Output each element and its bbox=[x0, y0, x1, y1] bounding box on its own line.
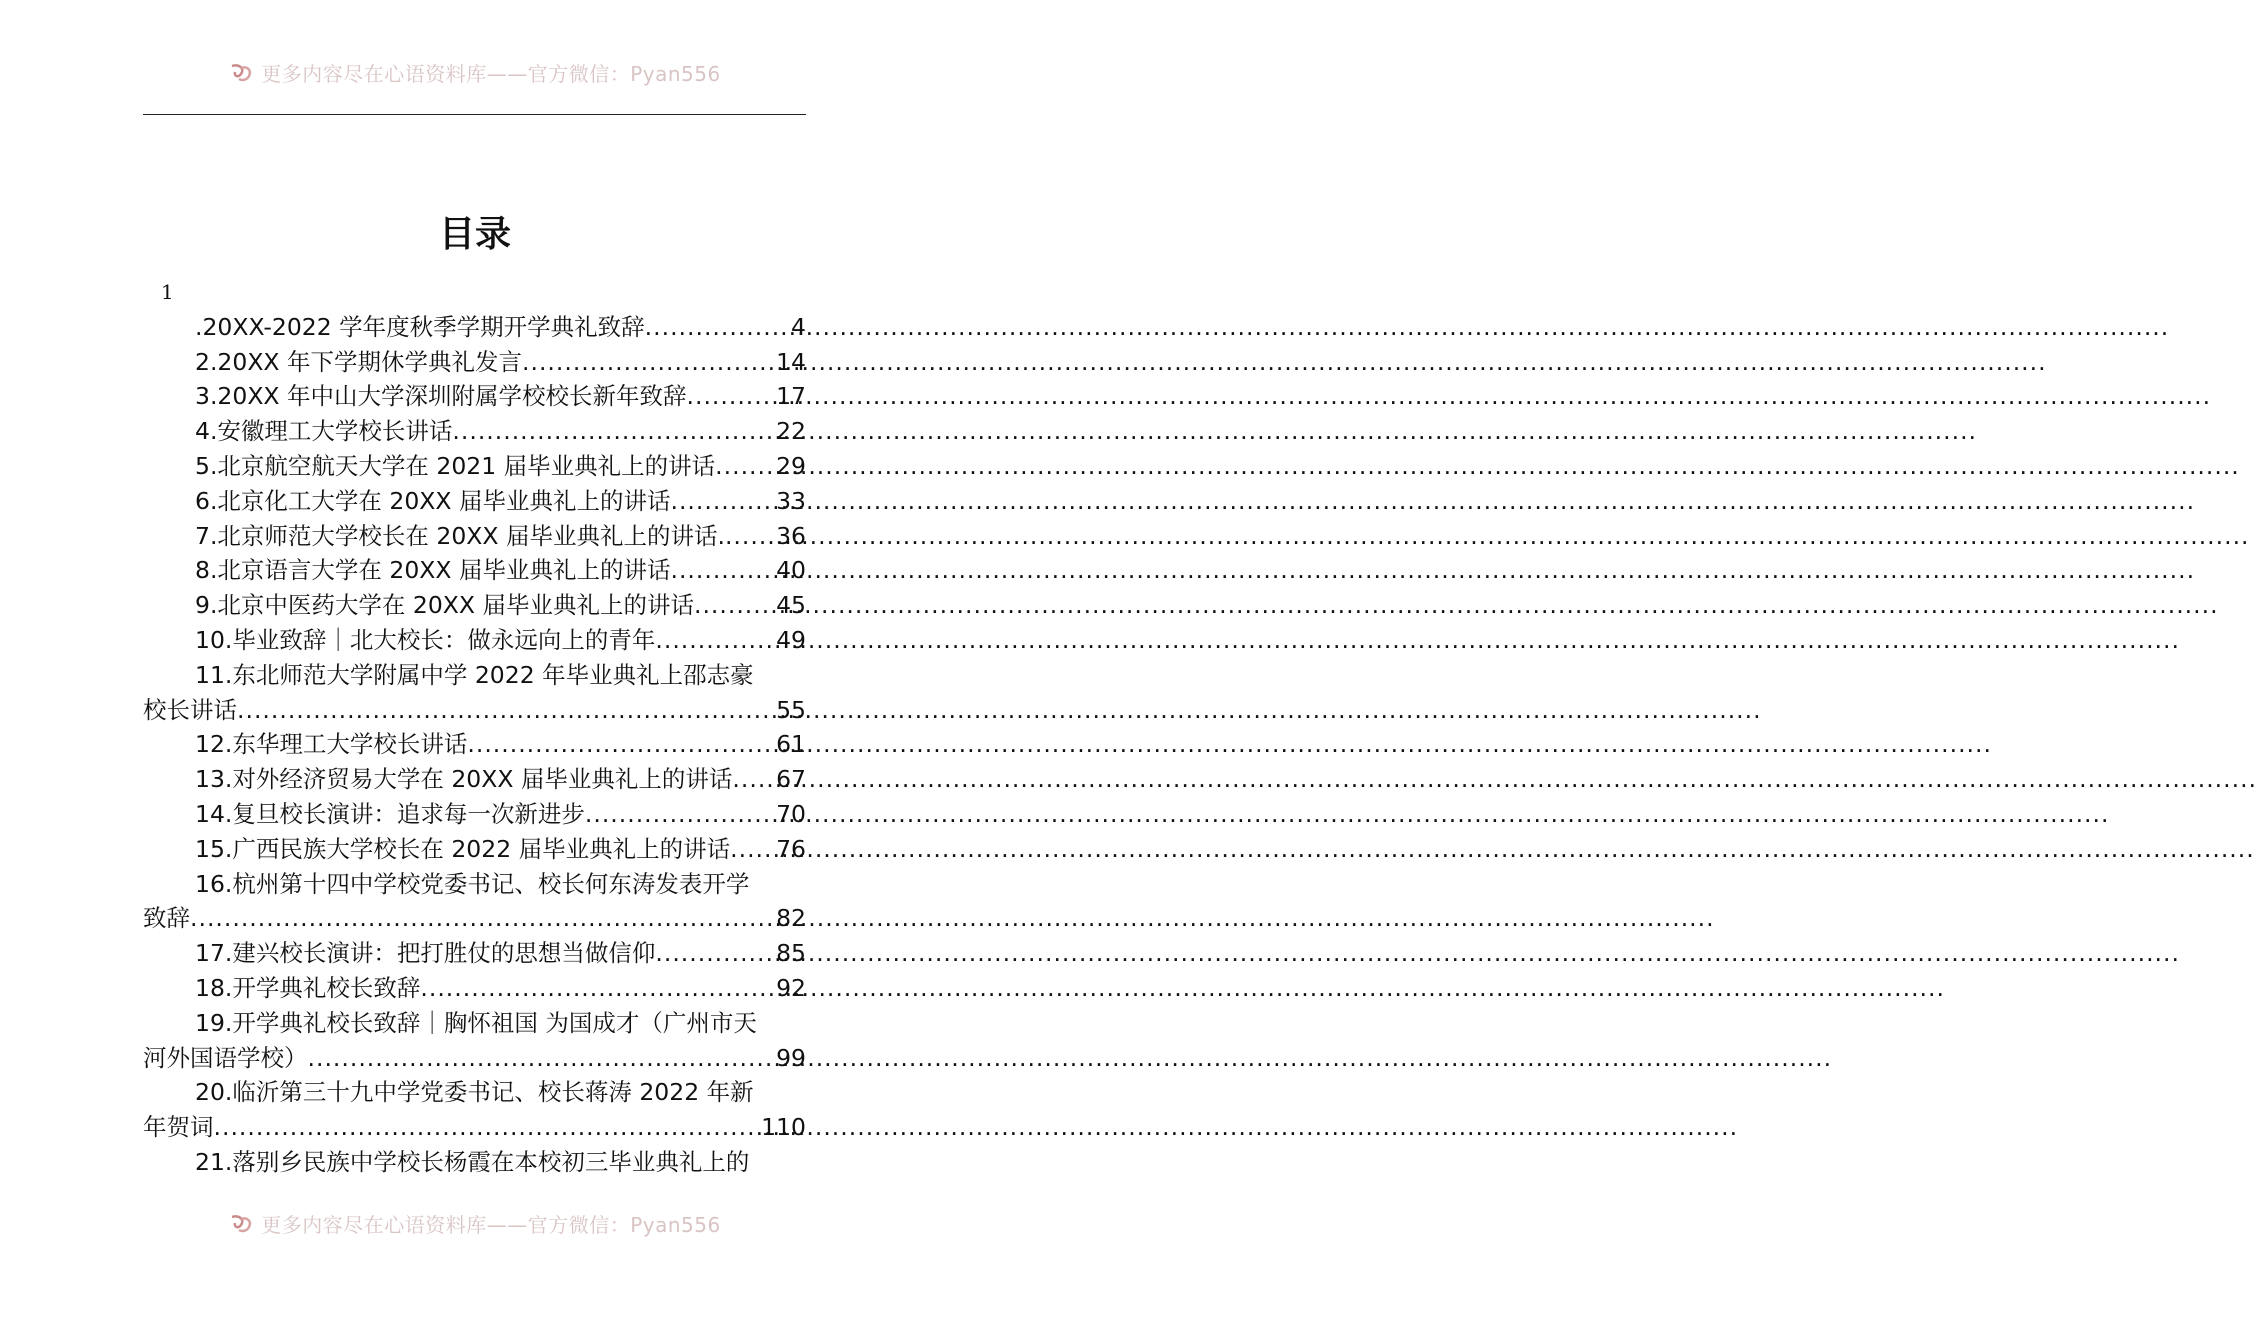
toc-entry-title: 8.北京语言大学在 20XX 届毕业典礼上的讲话 bbox=[195, 556, 671, 585]
toc-entry[interactable] bbox=[143, 658, 806, 728]
toc-page-number: 55 bbox=[776, 695, 806, 724]
toc-leader-dots bbox=[645, 310, 789, 345]
toc-entry-title-continued: 校长讲话 bbox=[143, 695, 237, 724]
toc-entry[interactable] bbox=[143, 727, 806, 762]
toc-page-number: 92 bbox=[776, 973, 806, 1002]
toc-entry[interactable] bbox=[143, 832, 806, 867]
toc-leader-dots bbox=[732, 762, 774, 797]
toc-page-number: 29 bbox=[776, 451, 806, 480]
toc-entry-title: 19.开学典礼校长致辞｜胸怀祖国 为国成才（广州市天 bbox=[195, 1008, 757, 1037]
toc-leader-dots bbox=[715, 449, 774, 484]
toc-leader-dots bbox=[214, 1110, 760, 1145]
toc-leader-dots bbox=[687, 379, 775, 414]
logo-icon bbox=[229, 1213, 255, 1240]
toc-entry-title: 3.20XX 年中山大学深圳附属学校校长新年致辞 bbox=[195, 382, 687, 411]
toc-leader-dots bbox=[655, 936, 774, 971]
footer-watermark-text: 更多内容尽在心语资料库——官方微信：Pyan556 bbox=[261, 1213, 721, 1237]
toc-entry[interactable] bbox=[143, 414, 806, 449]
toc-page-number: 49 bbox=[776, 625, 806, 654]
toc-entry[interactable] bbox=[143, 519, 806, 554]
header-watermark-text: 更多内容尽在心语资料库——官方微信：Pyan556 bbox=[261, 62, 721, 86]
toc-entry-title-continued: 河外国语学校） bbox=[143, 1043, 308, 1072]
toc-page-number: 85 bbox=[776, 939, 806, 968]
toc-entry[interactable] bbox=[143, 553, 806, 588]
toc-page-number: 17 bbox=[776, 382, 806, 411]
toc-page-number: 40 bbox=[776, 556, 806, 585]
toc-page-number: 33 bbox=[776, 486, 806, 515]
toc-leader-dots bbox=[730, 832, 774, 867]
toc-entry-title: 10.毕业致辞｜北大校长：做永远向上的青年 bbox=[195, 625, 656, 654]
toc-leader-dots bbox=[725, 519, 774, 554]
toc-page-number: 99 bbox=[776, 1043, 806, 1072]
toc-entry[interactable] bbox=[143, 762, 806, 797]
toc-entry-title: 21.落别乡民族中学校长杨霞在本校初三毕业典礼上的 bbox=[195, 1147, 750, 1176]
toc-entry-title-continued: 年贺词 bbox=[143, 1113, 214, 1142]
toc-entry-title: 18.开学典礼校长致辞 bbox=[195, 973, 421, 1002]
toc-page-number: 61 bbox=[776, 730, 806, 759]
toc-page-number: 110 bbox=[761, 1113, 806, 1142]
toc-leader-dots bbox=[585, 797, 774, 832]
toc-leader-dots bbox=[452, 414, 774, 449]
toc-entry-title: 15.广西民族大学校长在 2022 届毕业典礼上的讲话 bbox=[195, 834, 731, 863]
toc-entry[interactable] bbox=[143, 345, 806, 380]
toc-page-number: 45 bbox=[776, 591, 806, 620]
toc-entry[interactable] bbox=[143, 1006, 806, 1076]
logo-icon bbox=[229, 62, 255, 89]
toc-entry-title: .20XX-2022 学年度秋季学期开学典礼致辞 bbox=[195, 312, 645, 341]
toc-leader-dots bbox=[467, 727, 774, 762]
toc-leader-dots bbox=[308, 1041, 775, 1076]
toc-entries bbox=[143, 310, 806, 1180]
toc-entry[interactable] bbox=[143, 936, 806, 971]
toc-leader-dots bbox=[670, 553, 774, 588]
toc-page-number: 22 bbox=[776, 417, 806, 446]
toc-entry[interactable] bbox=[143, 379, 806, 414]
toc-entry-title: 16.杭州第十四中学校党委书记、校长何东涛发表开学 bbox=[195, 869, 750, 898]
toc-leader-dots bbox=[420, 971, 774, 1006]
footer-watermark bbox=[0, 1209, 950, 1240]
toc-entry-title: 20.临沂第三十九中学党委书记、校长蒋涛 2022 年新 bbox=[195, 1078, 754, 1107]
toc-page-number: 82 bbox=[776, 904, 806, 933]
header-watermark bbox=[0, 58, 950, 89]
toc-lead-number-row bbox=[143, 275, 806, 310]
table-of-contents bbox=[143, 275, 806, 1180]
header-rule bbox=[143, 114, 806, 115]
toc-page-number: 70 bbox=[776, 799, 806, 828]
toc-entry-title: 2.20XX 年下学期休学典礼发言 bbox=[195, 347, 522, 376]
toc-entry-title: 11.东北师范大学附属中学 2022 年毕业典礼上邵志豪 bbox=[195, 660, 754, 689]
toc-entry[interactable] bbox=[143, 588, 806, 623]
toc-entry-title: 4.安徽理工大学校长讲话 bbox=[195, 417, 453, 446]
toc-leader-dots bbox=[522, 345, 774, 380]
toc-leader-dots bbox=[694, 588, 774, 623]
toc-entry-title: 12.东华理工大学校长讲话 bbox=[195, 730, 468, 759]
toc-entry[interactable] bbox=[143, 449, 806, 484]
toc-entry-title: 14.复旦校长演讲：追求每一次新进步 bbox=[195, 799, 585, 828]
toc-leader-dots bbox=[237, 693, 774, 728]
toc-lead-number: 1 bbox=[161, 280, 174, 304]
toc-page-number: 76 bbox=[776, 834, 806, 863]
toc-leader-dots bbox=[670, 484, 774, 519]
toc-entry-title: 17.建兴校长演讲：把打胜仗的思想当做信仰 bbox=[195, 939, 656, 968]
toc-entry-title-continued: 致辞 bbox=[143, 904, 190, 933]
toc-leader-dots bbox=[655, 623, 774, 658]
toc-entry[interactable] bbox=[143, 1145, 806, 1180]
toc-entry-title: 6.北京化工大学在 20XX 届毕业典礼上的讲话 bbox=[195, 486, 671, 515]
toc-entry-title: 9.北京中医药大学在 20XX 届毕业典礼上的讲话 bbox=[195, 591, 694, 620]
toc-entry[interactable] bbox=[143, 867, 806, 937]
toc-entry-title: 7.北京师范大学校长在 20XX 届毕业典礼上的讲话. bbox=[195, 521, 725, 550]
toc-entry-title: 5.北京航空航天大学在 2021 届毕业典礼上的讲话 bbox=[195, 451, 716, 480]
toc-entry-title: 13.对外经济贸易大学在 20XX 届毕业典礼上的讲话 bbox=[195, 765, 733, 794]
toc-entry[interactable] bbox=[143, 971, 806, 1006]
page-title: 目录 bbox=[438, 213, 511, 255]
toc-page-number: 67 bbox=[776, 765, 806, 794]
toc-entry[interactable] bbox=[143, 623, 806, 658]
toc-page-number: 36 bbox=[776, 521, 806, 550]
toc-entry[interactable] bbox=[143, 484, 806, 519]
toc-entry[interactable] bbox=[143, 797, 806, 832]
toc-entry[interactable] bbox=[143, 1075, 806, 1145]
toc-page-number: 4 bbox=[791, 312, 806, 341]
toc-leader-dots bbox=[190, 901, 774, 936]
toc-entry[interactable] bbox=[143, 310, 806, 345]
toc-page-number: 14 bbox=[776, 347, 806, 376]
